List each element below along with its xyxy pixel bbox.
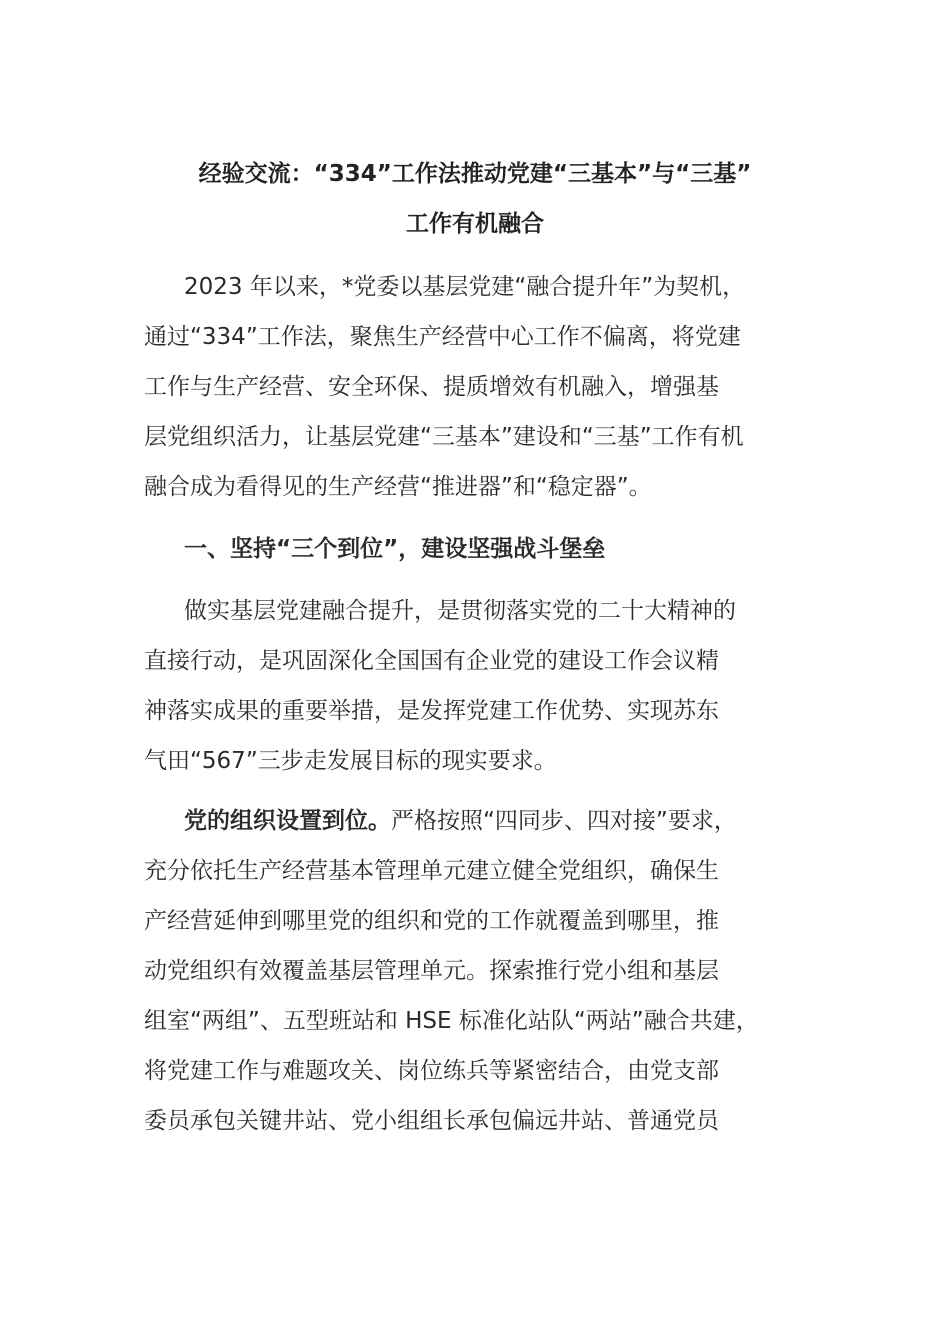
document-title-line-1: 经验交流：“334”工作法推动党建“三基本”与“三基”: [198, 161, 752, 187]
subsection-1-line-7: 委员承包关键井站、党小组组长承包偏远井站、普通党员: [144, 1108, 719, 1134]
subsection-1-line-3: 产经营延伸到哪里党的组织和党的工作就覆盖到哪里，推: [144, 908, 719, 934]
document-title-line-2: 工作有机融合: [406, 211, 544, 237]
subsection-1-line-2: 充分依托生产经营基本管理单元建立健全党组织，确保生: [144, 858, 719, 884]
section-1-line-4: 气田“567”三步走发展目标的现实要求。: [144, 748, 557, 774]
section-1-line-3: 神落实成果的重要举措，是发挥党建工作优势、实现苏东: [144, 698, 719, 724]
subsection-1-first-line-rest: 严格按照“四同步、四对接”要求，: [391, 808, 737, 834]
section-1-heading: 一、坚持“三个到位”，建设坚强战斗堡垒: [184, 536, 606, 562]
subsection-1-lead: 党的组织设置到位。: [184, 808, 391, 834]
subsection-1-first-line: [184, 806, 737, 836]
intro-line-4: 层党组织活力，让基层党建“三基本”建设和“三基”工作有机: [144, 424, 744, 450]
subsection-1-line-5: 组室“两组”、五型班站和 HSE 标准化站队“两站”融合共建，: [144, 1008, 759, 1034]
subsection-1-line-4: 动党组织有效覆盖基层管理单元。探索推行党小组和基层: [144, 958, 719, 984]
section-1-line-2: 直接行动，是巩固深化全国国有企业党的建设工作会议精: [144, 648, 719, 674]
intro-line-2: 通过“334”工作法，聚焦生产经营中心工作不偏离，将党建: [144, 324, 741, 350]
section-1-line-1: 做实基层党建融合提升，是贯彻落实党的二十大精神的: [184, 598, 736, 624]
intro-line-1: 2023 年以来，*党委以基层党建“融合提升年”为契机，: [184, 274, 746, 300]
subsection-1-line-6: 将党建工作与难题攻关、岗位练兵等紧密结合，由党支部: [144, 1058, 719, 1084]
intro-line-5: 融合成为看得见的生产经营“推进器”和“稳定器”。: [144, 474, 652, 500]
intro-line-3: 工作与生产经营、安全环保、提质增效有机融入，增强基: [144, 374, 719, 400]
